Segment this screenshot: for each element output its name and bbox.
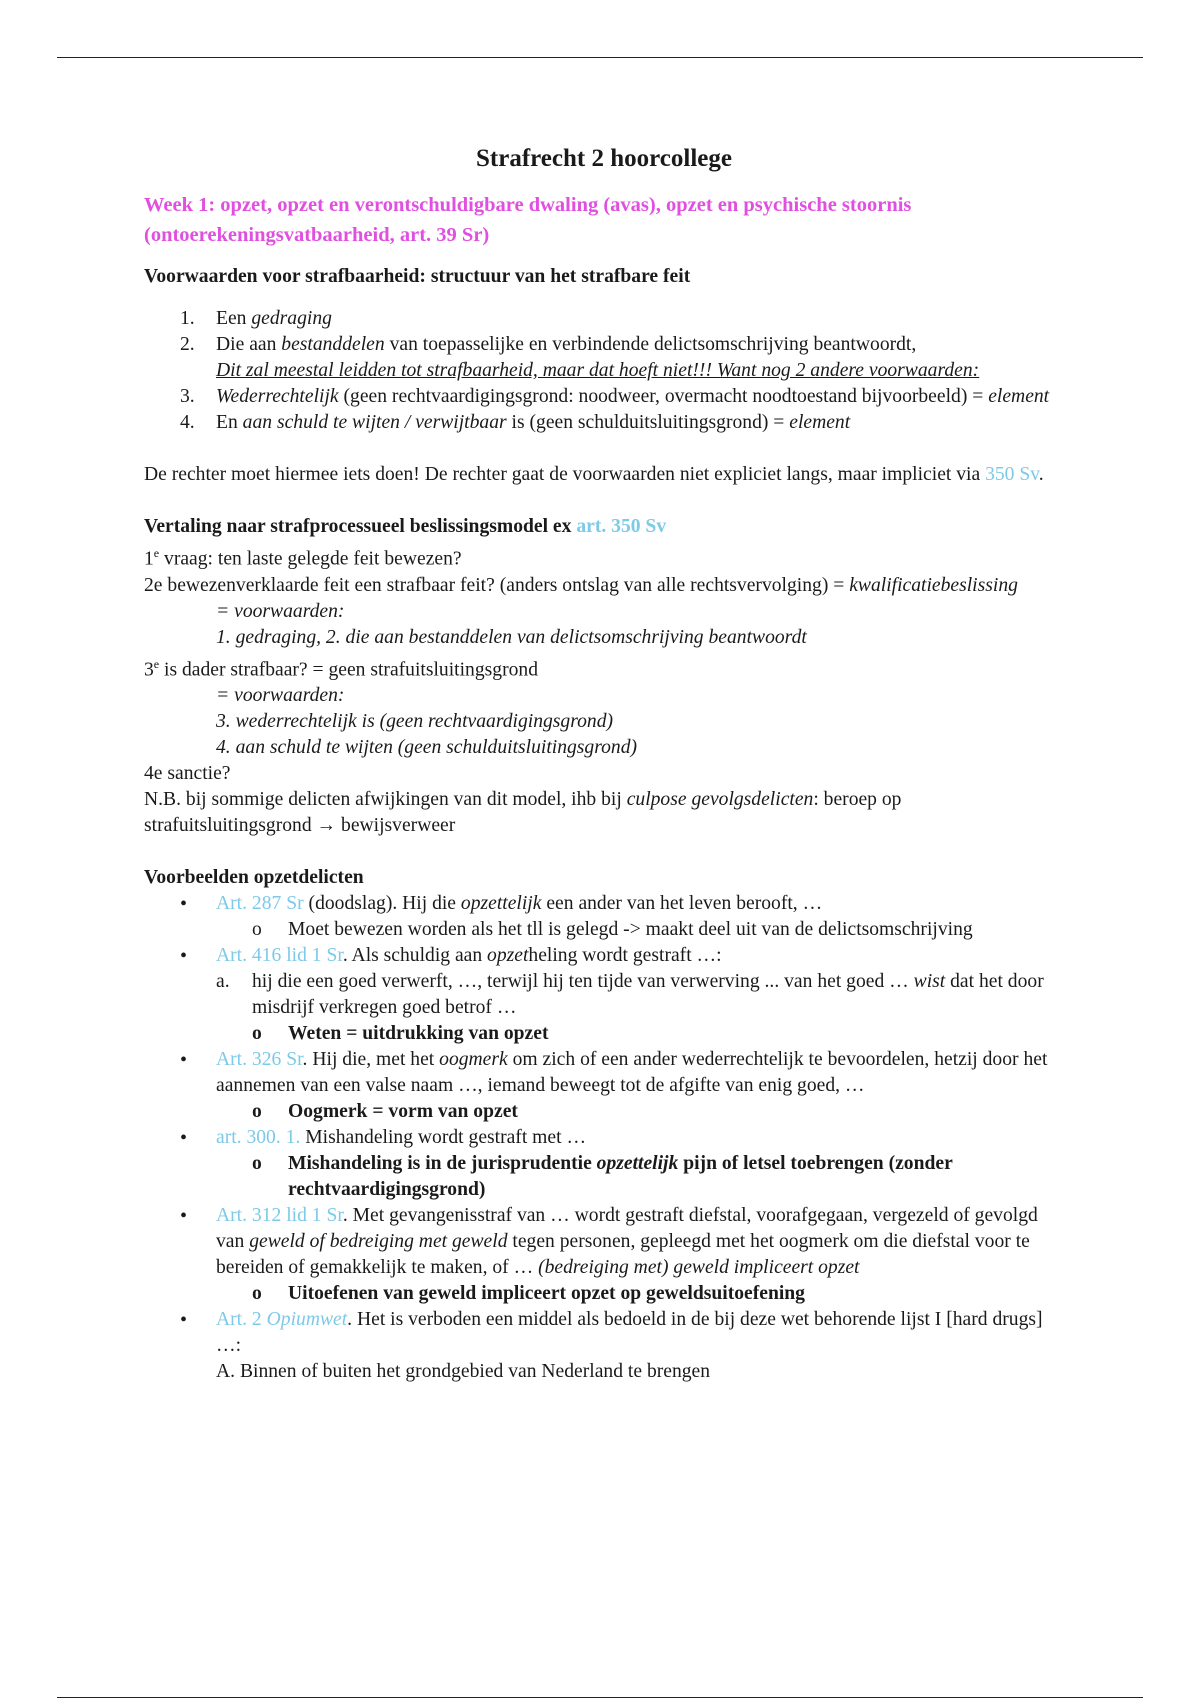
list-item: • Art. 287 Sr (doodslag). Hij die opzettelijk een ander van het leven berooft, … (180, 893, 823, 916)
line-voorwaarden-b-item-4: 4. aan schuld te wijten (geen schulduitsluitingsgrond) (216, 737, 638, 759)
link-art-287-sr[interactable]: Art. 287 Sr (216, 893, 304, 915)
bullet-icon: • (180, 893, 188, 916)
bullet-icon: • (180, 945, 188, 968)
link-art-312-sr[interactable]: Art. 312 lid 1 Sr (216, 1205, 343, 1227)
underlined-note: Dit zal meestal leidden tot strafbaarheid, maar dat hoeft niet!!! Want nog 2 andere voorwaarden: (216, 360, 980, 381)
list-item: 1. Een gedraging (180, 308, 332, 329)
circle-bullet-icon: o (252, 1153, 262, 1175)
document-page (144, 142, 1064, 1385)
sub-item: o Oogmerk = vorm van opzet (144, 1099, 1064, 1125)
sub-item: o Mishandeling is in de jurisprudentie opzettelijk pijn of letsel toebrengen (zonder rechtvaardigingsgrond) (252, 1153, 953, 1201)
bullet-icon: • (180, 1049, 188, 1072)
bullet-icon: • (180, 1127, 188, 1150)
line-vraag-4: 4e sanctie? (144, 763, 231, 785)
list-item: • Art. 326 Sr. Hij die, met het oogmerk om zich of een ander wederrechtelijk te bevoordelen, hetzij door het aannemen van een valse naam …, iemand beweegt tot de afgifte van enig goed, … (180, 1049, 1048, 1097)
circle-bullet-icon: o (252, 1023, 262, 1045)
section-heading-voorbeelden: Voorbeelden opzetdelicten (144, 867, 364, 889)
line-voorwaarden-a: = voorwaarden: (216, 600, 345, 622)
list-item: • Art. 416 lid 1 Sr. Als schuldig aan opzetheling wordt gestraft …: (180, 945, 722, 968)
list-item: 3. Wederrechtelijk (geen rechtvaardigingsgrond: noodweer, overmacht noodtoestand bijvoorbeeld) = element (180, 386, 1050, 407)
header-rule (57, 57, 1143, 58)
bullet-icon: • (180, 1309, 188, 1332)
link-350-sv[interactable]: 350 Sv (985, 464, 1039, 485)
circle-bullet-icon: o (252, 1101, 262, 1123)
sub-item: o Uitoefenen van geweld impliceert opzet op geweldsuitoefening (144, 1281, 1064, 1307)
document-title: Strafrecht 2 hoorcollege (476, 145, 732, 172)
circle-bullet-icon: o (252, 1283, 262, 1305)
circle-bullet-icon: o (252, 919, 262, 941)
line-vraag-2: 2e bewezenverklaarde feit een strafbaar feit? (anders ontslag van alle rechtsvervolging) = kwalificatiebeslissing (144, 574, 1018, 596)
link-art-350-sv[interactable]: art. 350 Sv (576, 516, 667, 537)
link-art-2-opiumwet[interactable]: Art. 2 Opiumwet (216, 1309, 348, 1331)
line-voorwaarden-b-item-3: 3. wederrechtelijk is (geen rechtvaardigingsgrond) (216, 711, 614, 733)
line-voorwaarden-a-items: 1. gedraging, 2. die aan bestanddelen van delictsomschrijving beantwoordt (216, 626, 807, 648)
line-voorwaarden-b: = voorwaarden: (216, 685, 345, 707)
section-heading-voorwaarden: Voorwaarden voor strafbaarheid: structuur van het strafbare feit (144, 266, 691, 287)
voorbeelden-list (144, 891, 1064, 1385)
link-art-416-sr[interactable]: Art. 416 lid 1 Sr (216, 945, 343, 967)
line-vraag-3: 3e is dader strafbaar? = geen strafuitsluitingsgrond (144, 656, 538, 681)
list-item: 4. En aan schuld te wijten / verwijtbaar is (geen schulduitsluitingsgrond) = element (180, 412, 851, 433)
sub-item: o Weten = uitdrukking van opzet (144, 1021, 1064, 1047)
line-nb: N.B. bij sommige delicten afwijkingen van dit model, ihb bij culpose gevolgsdelicten: beroep op strafuitsluitingsgrond → bewijsverweer (144, 789, 902, 837)
line-vraag-1: 1e vraag: ten laste gelegde feit bewezen? (144, 546, 462, 570)
list-item: • art. 300. 1. Mishandeling wordt gestraft met … (180, 1127, 587, 1150)
bullet-icon: • (180, 1205, 188, 1228)
voorwaarden-list (144, 306, 1064, 436)
section-heading-vertaling: Vertaling naar strafprocessueel beslissingsmodel ex art. 350 Sv (144, 516, 667, 537)
footer-rule (57, 1697, 1143, 1698)
list-item: 2. Die aan bestanddelen van toepasselijke en verbindende delictsomschrijving beantwoordt, Dit zal meestal leidden tot strafbaarheid, maar dat hoeft niet!!! Want nog 2 andere voorwaarden: (180, 334, 980, 381)
sub-item: o Moet bewezen worden als het tll is gelegd -> maakt deel uit van de delictsomschrijving (144, 917, 1064, 943)
list-item: • Art. 2 Opiumwet. Het is verboden een middel als bedoeld in de bij deze wet behorende lijst I [hard drugs] …: A. Binnen of buiten het grondgebied van Nederland te brengen (180, 1309, 1043, 1383)
sub-item: a. hij die een goed verwerft, …, terwijl hij ten tijde van verwerving ... van het goed … wist dat het door misdrijf verkregen goed betrof … (216, 971, 1044, 1019)
list-item: • Art. 312 lid 1 Sr. Met gevangenisstraf van … wordt gestraft diefstal, voorafgegaan, vergezeld of gevolgd van geweld of bedreiging met geweld tegen personen, gepleegd met het oogmerk om die diefstal voor te bereiden of gemakkelijk te maken, of … (bedreiging met) geweld impliceert opzet (180, 1205, 1038, 1279)
week-heading: Week 1: opzet, opzet en verontschuldigbare dwaling (avas), opzet en psychische stoornis (ontoerekeningsvatbaarheid, art. 39 Sr) (144, 194, 912, 246)
link-art-326-sr[interactable]: Art. 326 Sr (216, 1049, 303, 1071)
paragraph-rechter: De rechter moet hiermee iets doen! De rechter gaat de voorwaarden niet expliciet langs, maar impliciet via 350 Sv. (144, 464, 1044, 485)
link-art-300[interactable]: art. 300. 1. (216, 1127, 301, 1149)
